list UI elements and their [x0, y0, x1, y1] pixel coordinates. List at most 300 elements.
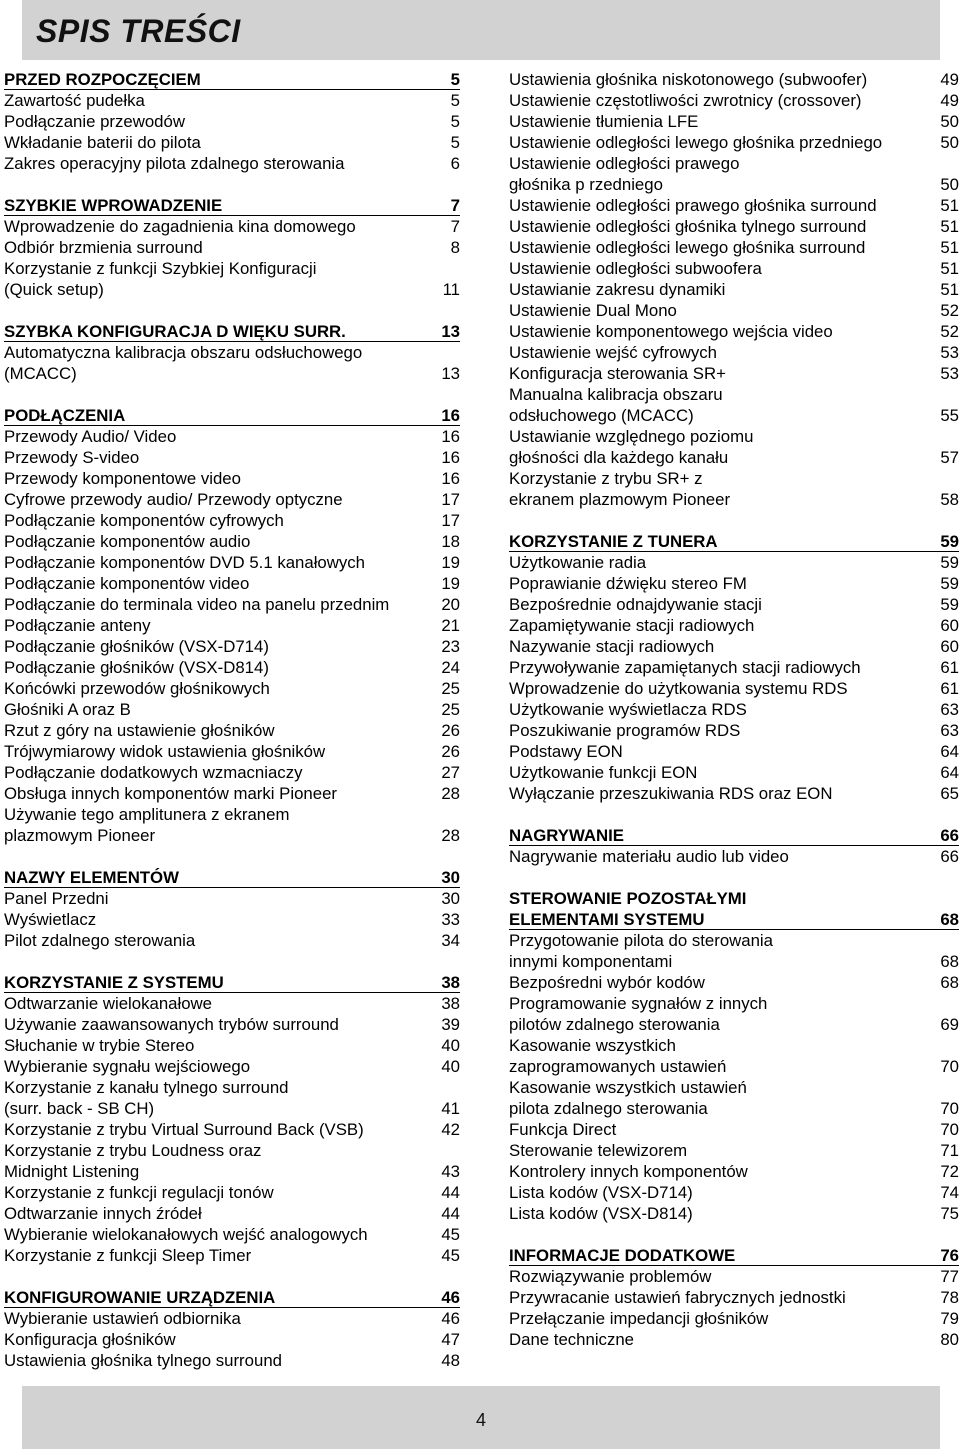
- toc-entry: [509, 552, 959, 573]
- toc-entry-page: 51: [940, 217, 959, 236]
- toc-entry: [4, 510, 460, 531]
- toc-entry: [4, 1014, 460, 1035]
- toc-entry-label: KORZYSTANIE Z SYSTEMU: [4, 973, 224, 992]
- toc-entry-label: Lista kodów (VSX-D814): [509, 1204, 693, 1223]
- toc-entry: [4, 363, 460, 384]
- toc-entry-label: Wprowadzenie do zagadnienia kina domowego: [4, 217, 356, 236]
- toc-entry: [509, 1056, 959, 1077]
- toc-entry-page: 38: [441, 973, 460, 992]
- toc-entry-label: Korzystanie z trybu Loudness oraz: [4, 1141, 262, 1160]
- section-gap: [509, 510, 959, 531]
- toc-entry: [4, 1350, 460, 1371]
- toc-entry-label: Ustawienie odległości lewego głośnika surround: [509, 238, 866, 257]
- toc-entry: [509, 783, 959, 804]
- toc-entry-page: 64: [940, 742, 959, 761]
- toc-entry: [4, 930, 460, 951]
- toc-entry-label: Podłączanie anteny: [4, 616, 151, 635]
- toc-entry-label: Korzystanie z funkcji regulacji tonów: [4, 1183, 274, 1202]
- toc-entry: [509, 1098, 959, 1119]
- toc-entry: [509, 279, 959, 300]
- toc-entry-label: Obsługa innych komponentów marki Pioneer: [4, 784, 338, 803]
- toc-entry: [509, 237, 959, 258]
- toc-entry-page: 69: [940, 1015, 959, 1034]
- toc-entry: [4, 1308, 460, 1329]
- toc-entry-label: Bezpośrednie odnajdywanie stacji: [509, 595, 762, 614]
- toc-entry-label: Lista kodów (VSX-D714): [509, 1183, 693, 1202]
- toc-entry-label: Podłączanie komponentów audio: [4, 532, 251, 551]
- toc-entry-label: Użytkowanie funkcji EON: [509, 763, 698, 782]
- toc-entry-page: 64: [940, 763, 959, 782]
- toc-entry-label: Ustawienie odległości prawego: [509, 154, 740, 173]
- toc-entry-page: 28: [441, 784, 460, 803]
- toc-entry-label: Przygotowanie pilota do sterowania: [509, 931, 773, 950]
- toc-entry-label: Słuchanie w trybie Stereo: [4, 1036, 195, 1055]
- toc-entry-page: 49: [940, 91, 959, 110]
- toc-entry: [509, 1287, 959, 1308]
- toc-entry-page: 19: [441, 553, 460, 572]
- toc-entry-page: 6: [450, 154, 460, 173]
- toc-entry-label: Użytkowanie wyświetlacza RDS: [509, 700, 747, 719]
- toc-entry-page: 5: [450, 112, 460, 131]
- toc-entry-label: Podłączanie komponentów DVD 5.1 kanałowych: [4, 553, 366, 572]
- toc-entry-label: Pilot zdalnego sterowania: [4, 931, 196, 950]
- toc-entry-page: 59: [940, 532, 959, 551]
- toc-entry: [509, 69, 959, 90]
- toc-entry-page: 75: [940, 1204, 959, 1223]
- toc-entry-page: 65: [940, 784, 959, 803]
- toc-entry: [509, 405, 959, 426]
- toc-entry-page: 70: [940, 1099, 959, 1118]
- toc-entry-page: 28: [441, 826, 460, 845]
- toc-entry: [4, 468, 460, 489]
- toc-entry: [509, 972, 959, 993]
- toc-entry-label: Wkładanie baterii do pilota: [4, 133, 201, 152]
- toc-entry-label: Konfiguracja głośników: [4, 1330, 176, 1349]
- toc-section-heading: [4, 972, 460, 993]
- section-gap: [509, 804, 959, 825]
- toc-section-heading: [4, 69, 460, 90]
- toc-entry-label: Manualna kalibracja obszaru: [509, 385, 723, 404]
- toc-entry: [4, 1119, 460, 1140]
- toc-entry: [509, 1203, 959, 1224]
- toc-entry-label: Ustawienie odległości głośnika tylnego surround: [509, 217, 867, 236]
- toc-entry: [4, 153, 460, 174]
- toc-entry-page: 78: [940, 1288, 959, 1307]
- toc-entry-label: Korzystanie z trybu Virtual Surround Back (VSB): [4, 1120, 364, 1139]
- toc-section-heading: [509, 909, 959, 930]
- toc-entry-page: 18: [441, 532, 460, 551]
- toc-entry-label: STEROWANIE POZOSTAŁYMI: [509, 889, 747, 908]
- toc-entry: [509, 447, 959, 468]
- footer-bar: [22, 1386, 940, 1449]
- toc-entry: [4, 1098, 460, 1119]
- toc-entry-label: Wybieranie ustawień odbiornika: [4, 1309, 241, 1328]
- toc-entry-label: (Quick setup): [4, 280, 104, 299]
- toc-entry-page: 53: [940, 364, 959, 383]
- toc-entry-page: 61: [940, 679, 959, 698]
- toc-entry-label: Wybieranie sygnału wejściowego: [4, 1057, 251, 1076]
- toc-entry: [4, 699, 460, 720]
- toc-section-heading: [4, 867, 460, 888]
- toc-entry-page: 58: [940, 490, 959, 509]
- toc-entry: [4, 1056, 460, 1077]
- toc-entry: [4, 489, 460, 510]
- toc-entry: [4, 90, 460, 111]
- toc-entry: [4, 783, 460, 804]
- toc-entry: [4, 888, 460, 909]
- toc-entry-label: Podłączanie komponentów cyfrowych: [4, 511, 284, 530]
- toc-entry-label: Programowanie sygnałów z innych: [509, 994, 768, 1013]
- toc-entry: [509, 615, 959, 636]
- toc-entry-page: 71: [940, 1141, 959, 1160]
- toc-entry-page: 41: [441, 1099, 460, 1118]
- toc-entry-label: Korzystanie z kanału tylnego surround: [4, 1078, 289, 1097]
- toc-entry: [509, 720, 959, 741]
- toc-entry: [509, 993, 959, 1014]
- toc-entry-label: Końcówki przewodów głośnikowych: [4, 679, 270, 698]
- toc-entry: [4, 531, 460, 552]
- section-gap: [4, 300, 460, 321]
- toc-entry: [509, 678, 959, 699]
- toc-entry-page: 77: [940, 1267, 959, 1286]
- toc-entry: [4, 1035, 460, 1056]
- toc-entry: [4, 909, 460, 930]
- toc-entry-page: 24: [441, 658, 460, 677]
- toc-entry: [509, 741, 959, 762]
- toc-entry-label: Ustawienie odległości lewego głośnika przedniego: [509, 133, 883, 152]
- toc-entry-label: Podłączanie dodatkowych wzmacniaczy: [4, 763, 303, 782]
- toc-entry-page: 48: [441, 1351, 460, 1370]
- toc-entry-label: Kontrolery innych komponentów: [509, 1162, 748, 1181]
- toc-entry-page: 25: [441, 700, 460, 719]
- toc-entry: [509, 363, 959, 384]
- toc-entry-label: Ustawienie odległości subwoofera: [509, 259, 762, 278]
- toc-entry-page: 17: [441, 490, 460, 509]
- toc-entry-page: 80: [940, 1330, 959, 1349]
- toc-entry: [4, 678, 460, 699]
- section-gap: [509, 1224, 959, 1245]
- toc-entry-label: Dane techniczne: [509, 1330, 635, 1349]
- toc-entry: [509, 1161, 959, 1182]
- toc-entry-page: 61: [940, 658, 959, 677]
- toc-entry-label: Kasowanie wszystkich ustawień: [509, 1078, 747, 1097]
- toc-entry-page: 68: [940, 910, 959, 929]
- toc-entry-page: 79: [940, 1309, 959, 1328]
- toc-entry-page: 40: [441, 1057, 460, 1076]
- toc-entry-label: Podłączanie do terminala video na panelu przednim: [4, 595, 390, 614]
- toc-entry-label: głośnika p rzedniego: [509, 175, 663, 194]
- toc-entry: [4, 615, 460, 636]
- toc-entry-label: Nazywanie stacji radiowych: [509, 637, 715, 656]
- toc-entry: [509, 468, 959, 489]
- toc-entry-page: 7: [450, 196, 460, 215]
- toc-entry-page: 72: [940, 1162, 959, 1181]
- toc-entry-page: 68: [940, 952, 959, 971]
- toc-entry-page: 51: [940, 196, 959, 215]
- toc-entry-label: Przywoływanie zapamiętanych stacji radiowych: [509, 658, 861, 677]
- toc-entry-page: 44: [441, 1204, 460, 1223]
- toc-entry: [509, 1119, 959, 1140]
- section-gap: [4, 951, 460, 972]
- toc-entry-page: 7: [450, 217, 460, 236]
- toc-entry-label: Trójwymiarowy widok ustawienia głośników: [4, 742, 326, 761]
- toc-section-heading: [509, 1245, 959, 1266]
- toc-entry-page: 5: [450, 133, 460, 152]
- toc-entry: [509, 153, 959, 174]
- toc-entry-label: Głośniki A oraz B: [4, 700, 131, 719]
- toc-entry-label: Ustawienie odległości prawego głośnika surround: [509, 196, 877, 215]
- toc-entry: [509, 195, 959, 216]
- toc-entry-page: 70: [940, 1120, 959, 1139]
- toc-entry-label: plazmowym Pioneer: [4, 826, 156, 845]
- toc-entry: [509, 1266, 959, 1287]
- page-number: 4: [475, 1410, 486, 1430]
- toc-entry: [4, 1224, 460, 1245]
- toc-entry-page: 60: [940, 616, 959, 635]
- toc-entry: [4, 573, 460, 594]
- toc-entry-page: 19: [441, 574, 460, 593]
- toc-entry-label: Podłączanie głośników (VSX-D714): [4, 637, 269, 656]
- toc-entry: [509, 300, 959, 321]
- toc-entry-label: Wprowadzenie do użytkowania systemu RDS: [509, 679, 848, 698]
- toc-entry: [509, 90, 959, 111]
- toc-entry-page: 16: [441, 406, 460, 425]
- toc-entry-label: Podłączanie głośników (VSX-D814): [4, 658, 269, 677]
- toc-entry-page: 11: [442, 280, 460, 299]
- toc-section-heading: [4, 321, 460, 342]
- toc-left-column: [4, 69, 460, 1371]
- section-gap: [509, 867, 959, 888]
- toc-entry-label: Korzystanie z trybu SR+ z: [509, 469, 703, 488]
- toc-entry: [4, 993, 460, 1014]
- toc-entry: [509, 573, 959, 594]
- toc-entry: [509, 657, 959, 678]
- toc-section-heading: [4, 195, 460, 216]
- toc-entry: [4, 1182, 460, 1203]
- toc-entry-label: Automatyczna kalibracja obszaru odsłuchowego: [4, 343, 363, 362]
- toc-entry-page: 59: [940, 553, 959, 572]
- toc-entry-label: innymi komponentami: [509, 952, 673, 971]
- toc-entry-label: NAZWY ELEMENTÓW: [4, 868, 179, 887]
- toc-entry-page: 46: [441, 1309, 460, 1328]
- toc-entry-page: 52: [940, 301, 959, 320]
- toc-entry-label: Poprawianie dźwięku stereo FM: [509, 574, 747, 593]
- toc-entry-label: ekranem plazmowym Pioneer: [509, 490, 731, 509]
- toc-entry-page: 60: [940, 637, 959, 656]
- toc-entry-page: 30: [441, 868, 460, 887]
- toc-entry-page: 39: [441, 1015, 460, 1034]
- toc-entry-page: 57: [940, 448, 959, 467]
- toc-entry-page: 8: [450, 238, 460, 257]
- toc-entry-label: Przewody Audio/ Video: [4, 427, 177, 446]
- toc-entry-label: Poszukiwanie programów RDS: [509, 721, 741, 740]
- toc-entry-label: Używanie tego amplitunera z ekranem: [4, 805, 290, 824]
- toc-entry-label: Ustawienie tłumienia LFE: [509, 112, 699, 131]
- toc-section-heading: [4, 405, 460, 426]
- toc-entry-page: 42: [441, 1120, 460, 1139]
- toc-entry: [509, 846, 959, 867]
- toc-entry: [509, 216, 959, 237]
- toc-entry: [4, 279, 460, 300]
- toc-entry-label: SZYBKA KONFIGURACJA D WIĘKU SURR.: [4, 322, 346, 341]
- toc-entry: [509, 930, 959, 951]
- toc-entry-page: 16: [441, 427, 460, 446]
- toc-entry-page: 52: [940, 322, 959, 341]
- toc-entry-label: (MCACC): [4, 364, 77, 383]
- toc-entry: [509, 1077, 959, 1098]
- toc-entry: [4, 237, 460, 258]
- toc-entry: [4, 1203, 460, 1224]
- toc-entry: [4, 594, 460, 615]
- toc-entry-label: Ustawienia głośnika niskotonowego (subwoofer): [509, 70, 868, 89]
- toc-entry-page: 50: [940, 175, 959, 194]
- toc-entry: [4, 1077, 460, 1098]
- toc-entry-label: Używanie zaawansowanych trybów surround: [4, 1015, 339, 1034]
- section-gap: [4, 174, 460, 195]
- toc-entry-label: Wyświetlacz: [4, 910, 97, 929]
- toc-entry-label: Zawartość pudełka: [4, 91, 145, 110]
- toc-entry: [509, 762, 959, 783]
- toc-entry: [509, 384, 959, 405]
- toc-entry: [4, 741, 460, 762]
- toc-entry: [509, 699, 959, 720]
- toc-entry-label: Ustawienia głośnika tylnego surround: [4, 1351, 282, 1370]
- toc-entry: [4, 111, 460, 132]
- toc-entry-page: 30: [441, 889, 460, 908]
- toc-entry-label: Ustawienie Dual Mono: [509, 301, 677, 320]
- toc-entry-page: 55: [940, 406, 959, 425]
- toc-entry-page: 13: [441, 364, 460, 383]
- toc-entry-label: Ustawienie komponentowego wejścia video: [509, 322, 833, 341]
- toc-entry-page: 27: [441, 763, 460, 782]
- toc-entry-label: Wyłączanie przeszukiwania RDS oraz EON: [509, 784, 833, 803]
- toc-entry: [4, 447, 460, 468]
- toc-entry-page: 21: [441, 616, 460, 635]
- toc-section-heading: [509, 888, 959, 909]
- toc-entry-label: odsłuchowego (MCACC): [509, 406, 694, 425]
- toc-entry-label: Nagrywanie materiału audio lub video: [509, 847, 789, 866]
- toc-entry: [4, 804, 460, 825]
- toc-entry: [509, 132, 959, 153]
- toc-entry-page: 53: [940, 343, 959, 362]
- toc-entry-page: 59: [940, 595, 959, 614]
- toc-entry-page: 44: [441, 1183, 460, 1202]
- toc-entry-label: Ustawianie względnego poziomu: [509, 427, 754, 446]
- toc-section-heading: [4, 1287, 460, 1308]
- toc-entry-label: Ustawienie wejść cyfrowych: [509, 343, 717, 362]
- toc-entry: [509, 1140, 959, 1161]
- toc-entry-page: 74: [940, 1183, 959, 1202]
- toc-entry-label: Konfiguracja sterowania SR+: [509, 364, 726, 383]
- toc-entry: [4, 132, 460, 153]
- toc-entry: [509, 489, 959, 510]
- toc-entry-page: 13: [441, 322, 460, 341]
- toc-entry-page: 49: [940, 70, 959, 89]
- toc-entry-label: KONFIGUROWANIE URZĄDZENIA: [4, 1288, 276, 1307]
- toc-entry-label: Ustawianie zakresu dynamiki: [509, 280, 726, 299]
- toc-entry: [4, 216, 460, 237]
- toc-entry: [509, 426, 959, 447]
- toc-entry-page: 50: [940, 112, 959, 131]
- toc-entry-page: 17: [441, 511, 460, 530]
- toc-entry: [4, 762, 460, 783]
- toc-entry-page: 63: [940, 721, 959, 740]
- toc-entry-page: 40: [441, 1036, 460, 1055]
- toc-entry: [4, 825, 460, 846]
- toc-entry-page: 63: [940, 700, 959, 719]
- page-title: SPIS TREŚCI: [36, 13, 241, 49]
- toc-entry: [509, 1014, 959, 1035]
- toc-entry-page: 38: [441, 994, 460, 1013]
- toc-entry-page: 16: [441, 469, 460, 488]
- toc-entry-label: Funkcja Direct: [509, 1120, 617, 1139]
- toc-entry: [4, 636, 460, 657]
- toc-entry-label: Zakres operacyjny pilota zdalnego sterowania: [4, 154, 345, 173]
- toc-entry-page: 20: [441, 595, 460, 614]
- toc-section-heading: [509, 825, 959, 846]
- toc-entry-label: Kasowanie wszystkich: [509, 1036, 676, 1055]
- toc-entry-label: Panel Przedni: [4, 889, 109, 908]
- toc-entry-page: 23: [441, 637, 460, 656]
- toc-entry: [4, 657, 460, 678]
- toc-entry: [509, 111, 959, 132]
- toc-entry-label: Przewody komponentowe video: [4, 469, 241, 488]
- toc-entry-label: Odtwarzanie wielokanałowe: [4, 994, 213, 1013]
- toc-entry-label: Wybieranie wielokanałowych wejść analogowych: [4, 1225, 368, 1244]
- toc-entry-label: PODŁĄCZENIA: [4, 406, 126, 425]
- toc-entry: [509, 258, 959, 279]
- toc-entry-label: Korzystanie z funkcji Szybkiej Konfiguracji: [4, 259, 317, 278]
- toc-entry-label: Przełączanie impedancji głośników: [509, 1309, 769, 1328]
- toc-entry-page: 45: [441, 1225, 460, 1244]
- toc-entry: [509, 174, 959, 195]
- toc-entry-label: INFORMACJE DODATKOWE: [509, 1246, 736, 1265]
- toc-entry: [4, 342, 460, 363]
- toc-entry-label: Przywracanie ustawień fabrycznych jednostki: [509, 1288, 846, 1307]
- toc-entry-page: 76: [940, 1246, 959, 1265]
- toc-entry-label: Ustawienie częstotliwości zwrotnicy (crossover): [509, 91, 862, 110]
- toc-entry-page: 26: [441, 721, 460, 740]
- toc-right-column: [509, 69, 959, 1350]
- toc-entry-page: 66: [940, 826, 959, 845]
- toc-entry-label: Zapamiętywanie stacji radiowych: [509, 616, 755, 635]
- toc-entry-page: 43: [441, 1162, 460, 1181]
- toc-entry: [509, 321, 959, 342]
- toc-entry: [4, 1245, 460, 1266]
- toc-entry: [509, 636, 959, 657]
- toc-entry: [4, 258, 460, 279]
- toc-entry-label: KORZYSTANIE Z TUNERA: [509, 532, 718, 551]
- toc-entry-label: zaprogramowanych ustawień: [509, 1057, 727, 1076]
- toc-entry: [4, 1329, 460, 1350]
- toc-entry-label: Midnight Listening: [4, 1162, 140, 1181]
- toc-entry-page: 26: [441, 742, 460, 761]
- toc-entry-page: 51: [940, 238, 959, 257]
- toc-entry: [4, 720, 460, 741]
- toc-entry-label: pilotów zdalnego sterowania: [509, 1015, 720, 1034]
- toc-entry: [509, 1329, 959, 1350]
- section-gap: [4, 384, 460, 405]
- toc-entry: [509, 1035, 959, 1056]
- toc-entry-page: 51: [940, 259, 959, 278]
- toc-entry-page: 33: [441, 910, 460, 929]
- toc-entry-label: NAGRYWANIE: [509, 826, 624, 845]
- section-gap: [4, 846, 460, 867]
- toc-entry-label: Odbiór brzmienia surround: [4, 238, 203, 257]
- toc-entry: [509, 1182, 959, 1203]
- toc-entry-label: Odtwarzanie innych źródeł: [4, 1204, 202, 1223]
- toc-entry-page: 66: [940, 847, 959, 866]
